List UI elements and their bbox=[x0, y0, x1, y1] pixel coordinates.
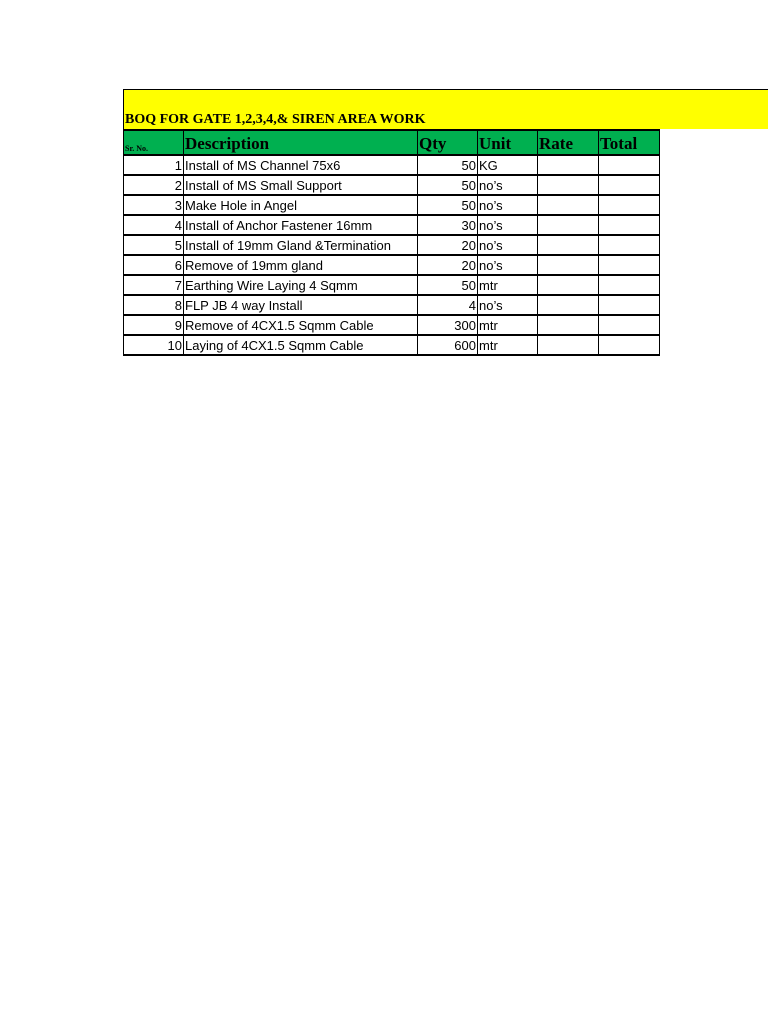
cell-unit: no’s bbox=[478, 195, 538, 215]
table-row bbox=[124, 235, 660, 255]
cell-unit: KG bbox=[478, 155, 538, 175]
cell-unit: mtr bbox=[478, 315, 538, 335]
cell-description: Install of 19mm Gland &Termination bbox=[184, 235, 418, 255]
cell-qty: 4 bbox=[418, 295, 478, 315]
table-row bbox=[124, 155, 660, 175]
cell-sr-no: 4 bbox=[124, 215, 184, 235]
table-row bbox=[124, 215, 660, 235]
cell-qty: 50 bbox=[418, 155, 478, 175]
table-row bbox=[124, 195, 660, 215]
cell-sr-no: 10 bbox=[124, 335, 184, 355]
cell-total bbox=[599, 335, 660, 355]
cell-sr-no: 6 bbox=[124, 255, 184, 275]
cell-unit: mtr bbox=[478, 275, 538, 295]
cell-unit: no’s bbox=[478, 175, 538, 195]
cell-qty: 50 bbox=[418, 175, 478, 195]
table-row bbox=[124, 275, 660, 295]
cell-total bbox=[599, 295, 660, 315]
cell-description: Install of MS Channel 75x6 bbox=[184, 155, 418, 175]
cell-description: Install of Anchor Fastener 16mm bbox=[184, 215, 418, 235]
cell-qty: 50 bbox=[418, 275, 478, 295]
cell-rate bbox=[538, 295, 599, 315]
header-row bbox=[124, 130, 660, 155]
column-header-total: Total bbox=[599, 130, 660, 155]
cell-description: Laying of 4CX1.5 Sqmm Cable bbox=[184, 335, 418, 355]
column-header-rate: Rate bbox=[538, 130, 599, 155]
cell-total bbox=[599, 215, 660, 235]
cell-sr-no: 8 bbox=[124, 295, 184, 315]
cell-unit: mtr bbox=[478, 335, 538, 355]
cell-total bbox=[599, 175, 660, 195]
cell-rate bbox=[538, 335, 599, 355]
cell-unit: no’s bbox=[478, 215, 538, 235]
cell-rate bbox=[538, 215, 599, 235]
cell-rate bbox=[538, 255, 599, 275]
cell-rate bbox=[538, 175, 599, 195]
cell-qty: 50 bbox=[418, 195, 478, 215]
cell-total bbox=[599, 255, 660, 275]
column-header-sr-no: Sr. No. bbox=[124, 130, 184, 155]
cell-total bbox=[599, 235, 660, 255]
cell-sr-no: 7 bbox=[124, 275, 184, 295]
cell-unit: no’s bbox=[478, 255, 538, 275]
cell-qty: 30 bbox=[418, 215, 478, 235]
cell-sr-no: 1 bbox=[124, 155, 184, 175]
boq-table bbox=[123, 129, 660, 356]
cell-total bbox=[599, 315, 660, 335]
title-row bbox=[123, 89, 768, 129]
table-row bbox=[124, 175, 660, 195]
table-row bbox=[124, 315, 660, 335]
cell-description: Remove of 4CX1.5 Sqmm Cable bbox=[184, 315, 418, 335]
cell-unit: no’s bbox=[478, 235, 538, 255]
column-header-unit: Unit bbox=[478, 130, 538, 155]
cell-rate bbox=[538, 195, 599, 215]
cell-description: Earthing Wire Laying 4 Sqmm bbox=[184, 275, 418, 295]
cell-total bbox=[599, 155, 660, 175]
cell-total bbox=[599, 195, 660, 215]
column-header-description: Description bbox=[184, 130, 418, 155]
cell-rate bbox=[538, 315, 599, 335]
cell-sr-no: 5 bbox=[124, 235, 184, 255]
table-row bbox=[124, 255, 660, 275]
cell-description: Make Hole in Angel bbox=[184, 195, 418, 215]
cell-description: Remove of 19mm gland bbox=[184, 255, 418, 275]
cell-qty: 600 bbox=[418, 335, 478, 355]
column-header-qty: Qty bbox=[418, 130, 478, 155]
sheet-title: BOQ FOR GATE 1,2,3,4,& SIREN AREA WORK bbox=[125, 112, 426, 127]
cell-description: Install of MS Small Support bbox=[184, 175, 418, 195]
cell-qty: 20 bbox=[418, 255, 478, 275]
cell-description: FLP JB 4 way Install bbox=[184, 295, 418, 315]
cell-qty: 300 bbox=[418, 315, 478, 335]
cell-sr-no: 3 bbox=[124, 195, 184, 215]
cell-rate bbox=[538, 275, 599, 295]
cell-sr-no: 2 bbox=[124, 175, 184, 195]
cell-qty: 20 bbox=[418, 235, 478, 255]
boq-sheet bbox=[123, 89, 768, 356]
cell-rate bbox=[538, 155, 599, 175]
cell-rate bbox=[538, 235, 599, 255]
cell-total bbox=[599, 275, 660, 295]
cell-sr-no: 9 bbox=[124, 315, 184, 335]
cell-unit: no’s bbox=[478, 295, 538, 315]
table-row bbox=[124, 295, 660, 315]
table-row bbox=[124, 335, 660, 355]
boq-body bbox=[124, 155, 660, 355]
